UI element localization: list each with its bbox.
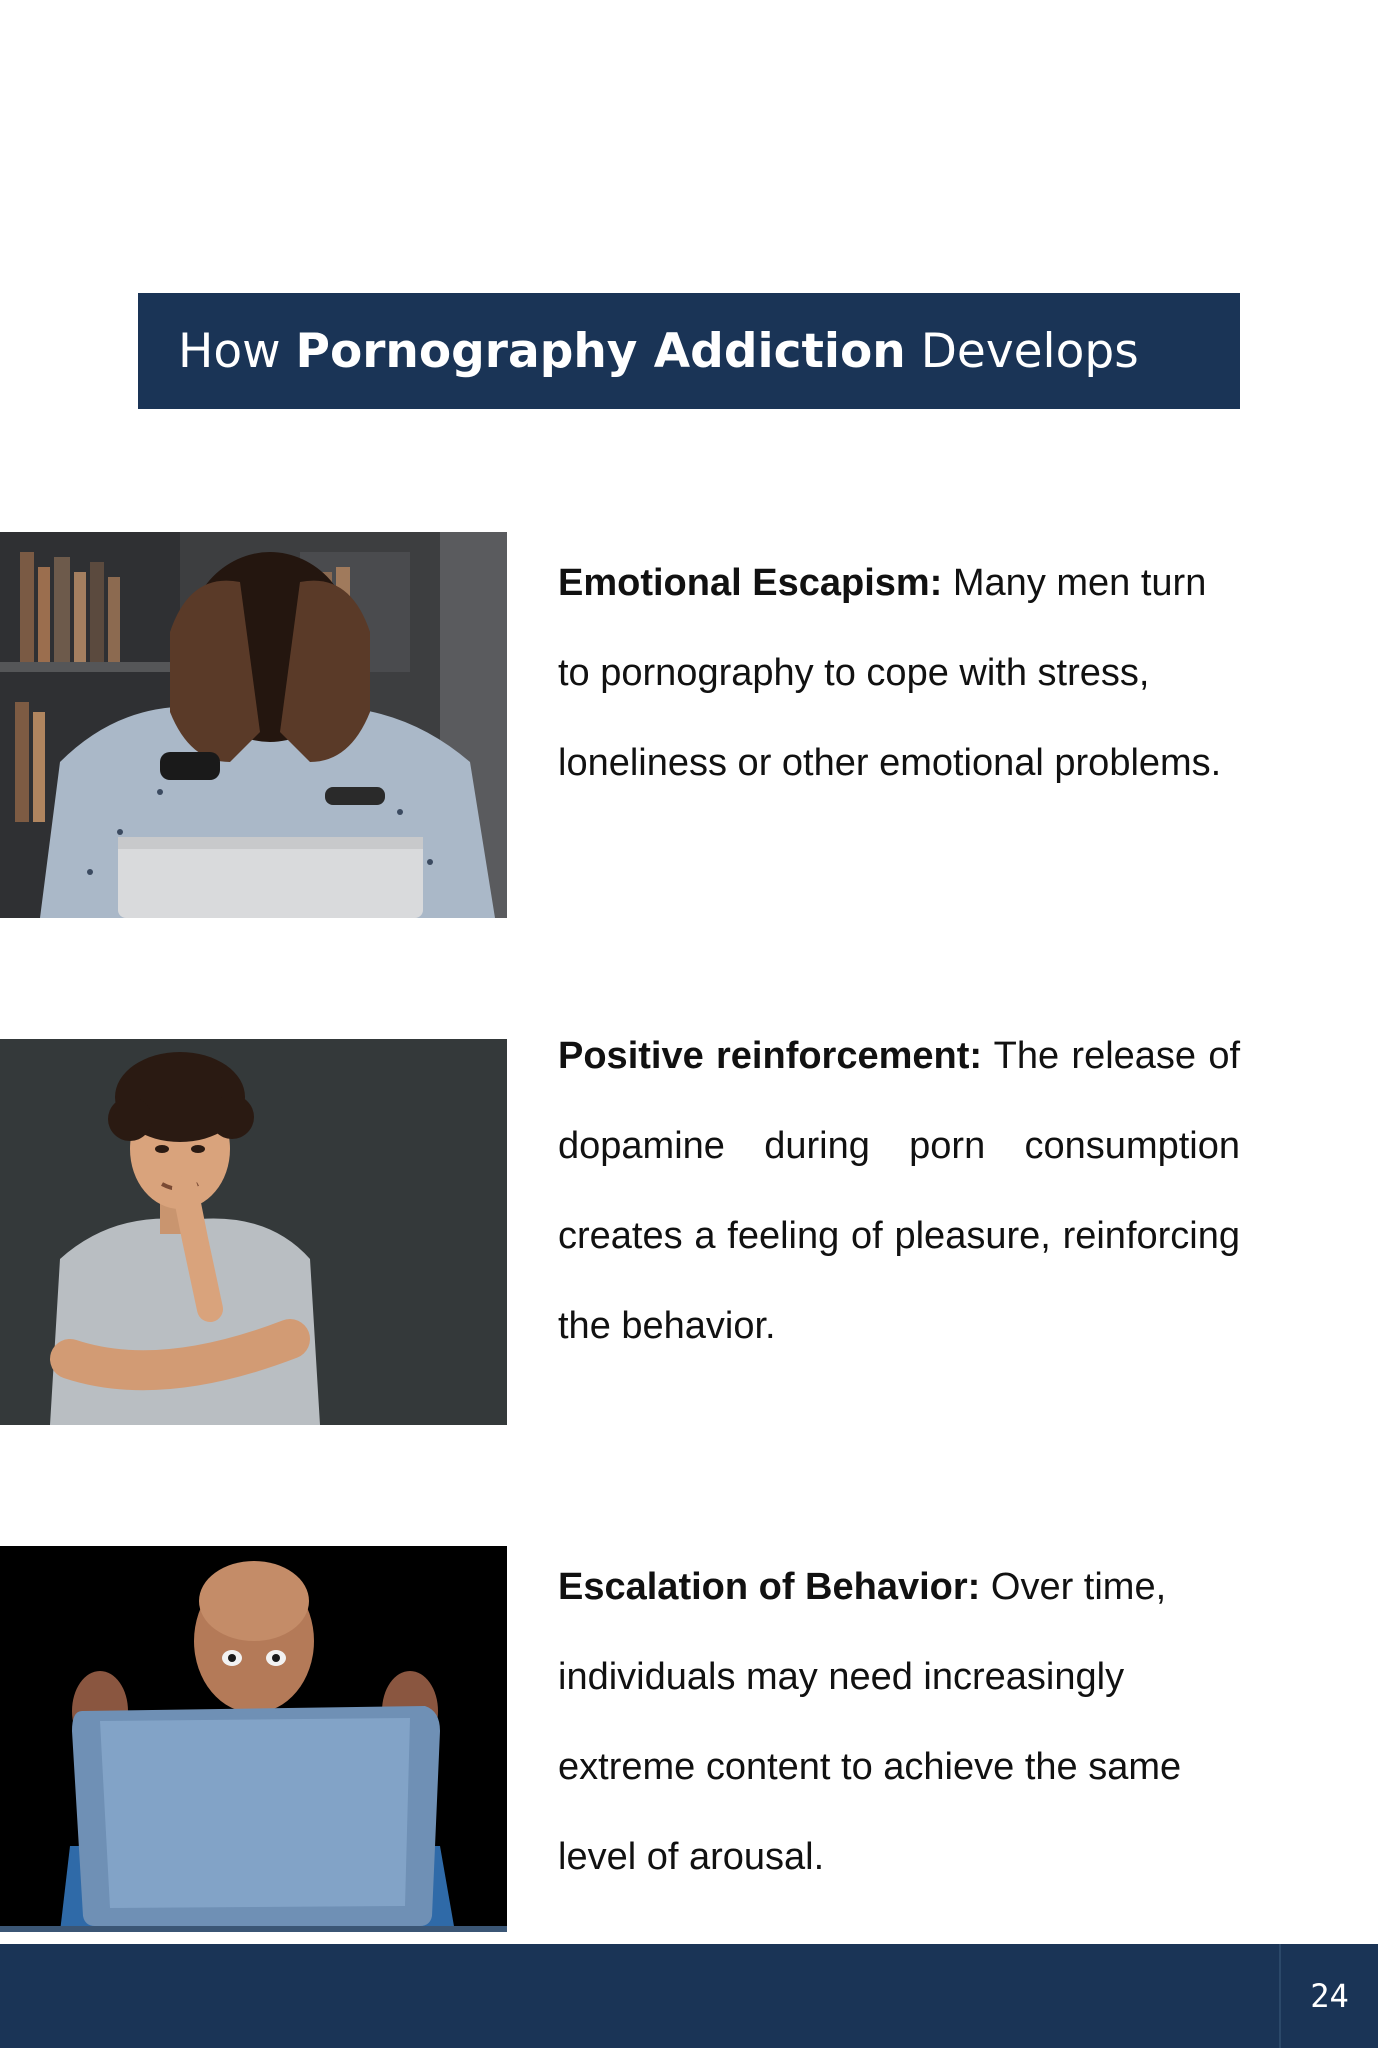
photo-smiling-man — [0, 1039, 507, 1425]
point-positive-reinforcement — [558, 1011, 1240, 1371]
point-lead: Escalation of Behavior: — [558, 1566, 981, 1608]
point-emotional-escapism — [558, 538, 1240, 808]
photo-man-behind-laptop — [0, 1546, 507, 1932]
page-title-banner — [138, 293, 1240, 409]
point-lead: Positive reinforcement: — [558, 1035, 983, 1077]
title-bold: Pornography Addiction — [295, 323, 906, 379]
photo-stressed-man — [0, 532, 507, 918]
title-prefix: How — [178, 323, 281, 379]
title-suffix: Develops — [920, 323, 1139, 379]
point-text: Many men turn to pornography to cope with stress, loneliness or other emotional problems. — [558, 562, 1222, 784]
page-number: 24 — [1279, 1944, 1378, 2048]
footer-bar — [0, 1944, 1378, 2048]
point-text: The release of dopamine during porn consumption creates a feeling of pleasure, reinforcing the behavior. — [558, 1035, 1241, 1347]
point-text: Over time, individuals may need increasingly extreme content to achieve the same level of arousal. — [558, 1566, 1182, 1878]
point-escalation-of-behavior — [558, 1542, 1240, 1902]
point-lead: Emotional Escapism: — [558, 562, 943, 604]
